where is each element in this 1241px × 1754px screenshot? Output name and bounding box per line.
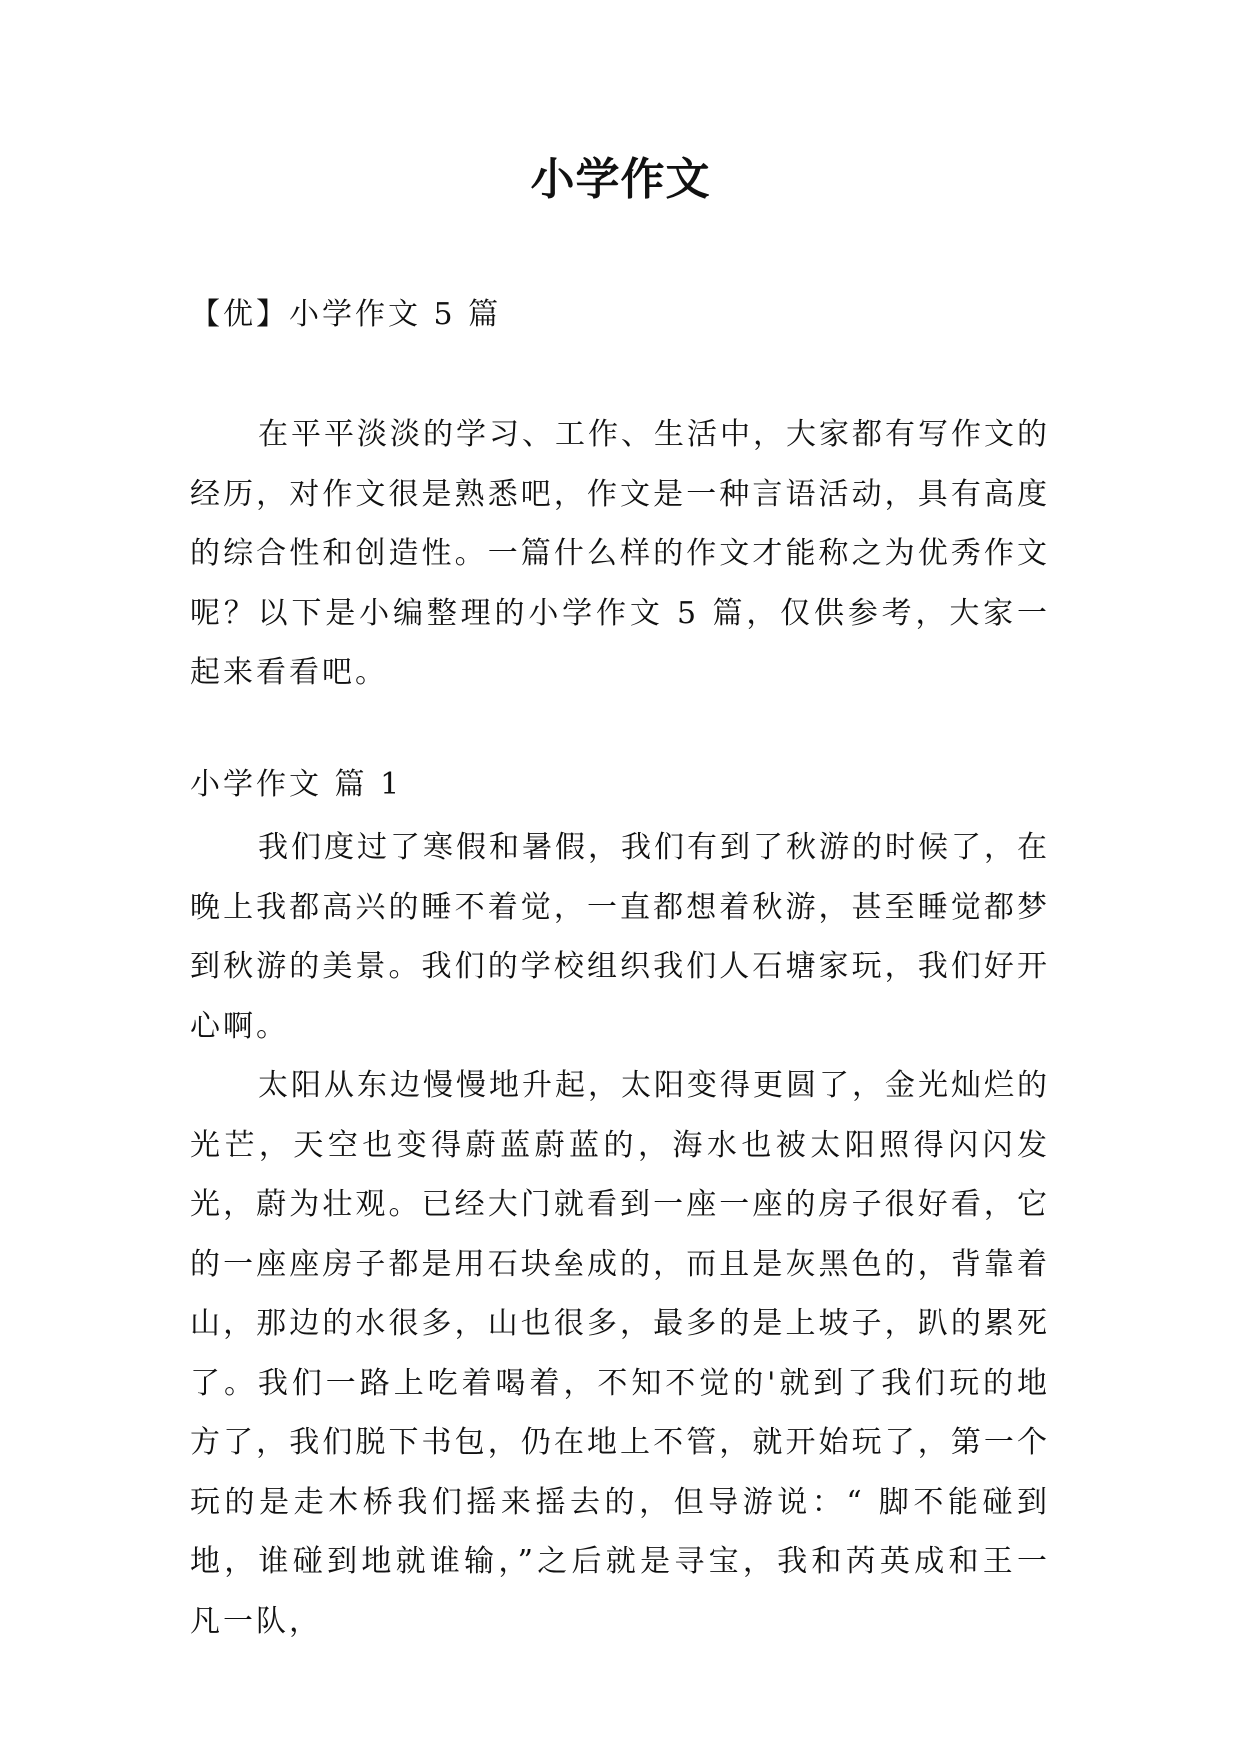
body-paragraph: 我们度过了寒假和暑假，我们有到了秋游的时候了，在晚上我都高兴的睡不着觉，一直都想着秋游，甚至睡觉都梦到秋游的美景。我们的学校组织我们人石塘家玩，我们好开心啊。 — [190, 830, 1050, 1044]
document-title: 小学作文 — [530, 154, 711, 205]
section-heading: 小学作文 篇 1 — [190, 767, 403, 802]
intro-paragraph: 在平平淡淡的学习、工作、生活中，大家都有写作文的经历，对作文很是熟悉吧，作文是一种言语活动，具有高度的综合性和创造性。一篇什么样的作文才能称之为优秀作文呢？以下是小编整理的小学作文 5 篇，仅供参考，大家一起来看看吧。 — [190, 417, 1050, 690]
body-paragraph: 太阳从东边慢慢地升起，太阳变得更圆了，金光灿烂的光芒，天空也变得蔚蓝蔚蓝的，海水也被太阳照得闪闪发光，蔚为壮观。已经大门就看到一座一座的房子很好看，它的一座座房子都是用石块垒成的，而且是灰黑色的，背靠着山，那边的水很多，山也很多，最多的是上坡子，趴的累死了。我们一路上吃着喝着，不知不觉的'就到了我们玩的地方了，我们脱下书包，仍在地上不管，就开始玩了，第一个玩的是走木桥我们摇来摇去的，但导游说：“ 脚不能碰到地，谁碰到地就谁输，”之后就是寻宝，我和芮英成和王一凡一队， — [190, 1068, 1050, 1639]
document-subtitle: 【优】小学作文 5 篇 — [190, 297, 502, 332]
intro-block — [190, 405, 1050, 703]
section-body — [190, 818, 1050, 1651]
